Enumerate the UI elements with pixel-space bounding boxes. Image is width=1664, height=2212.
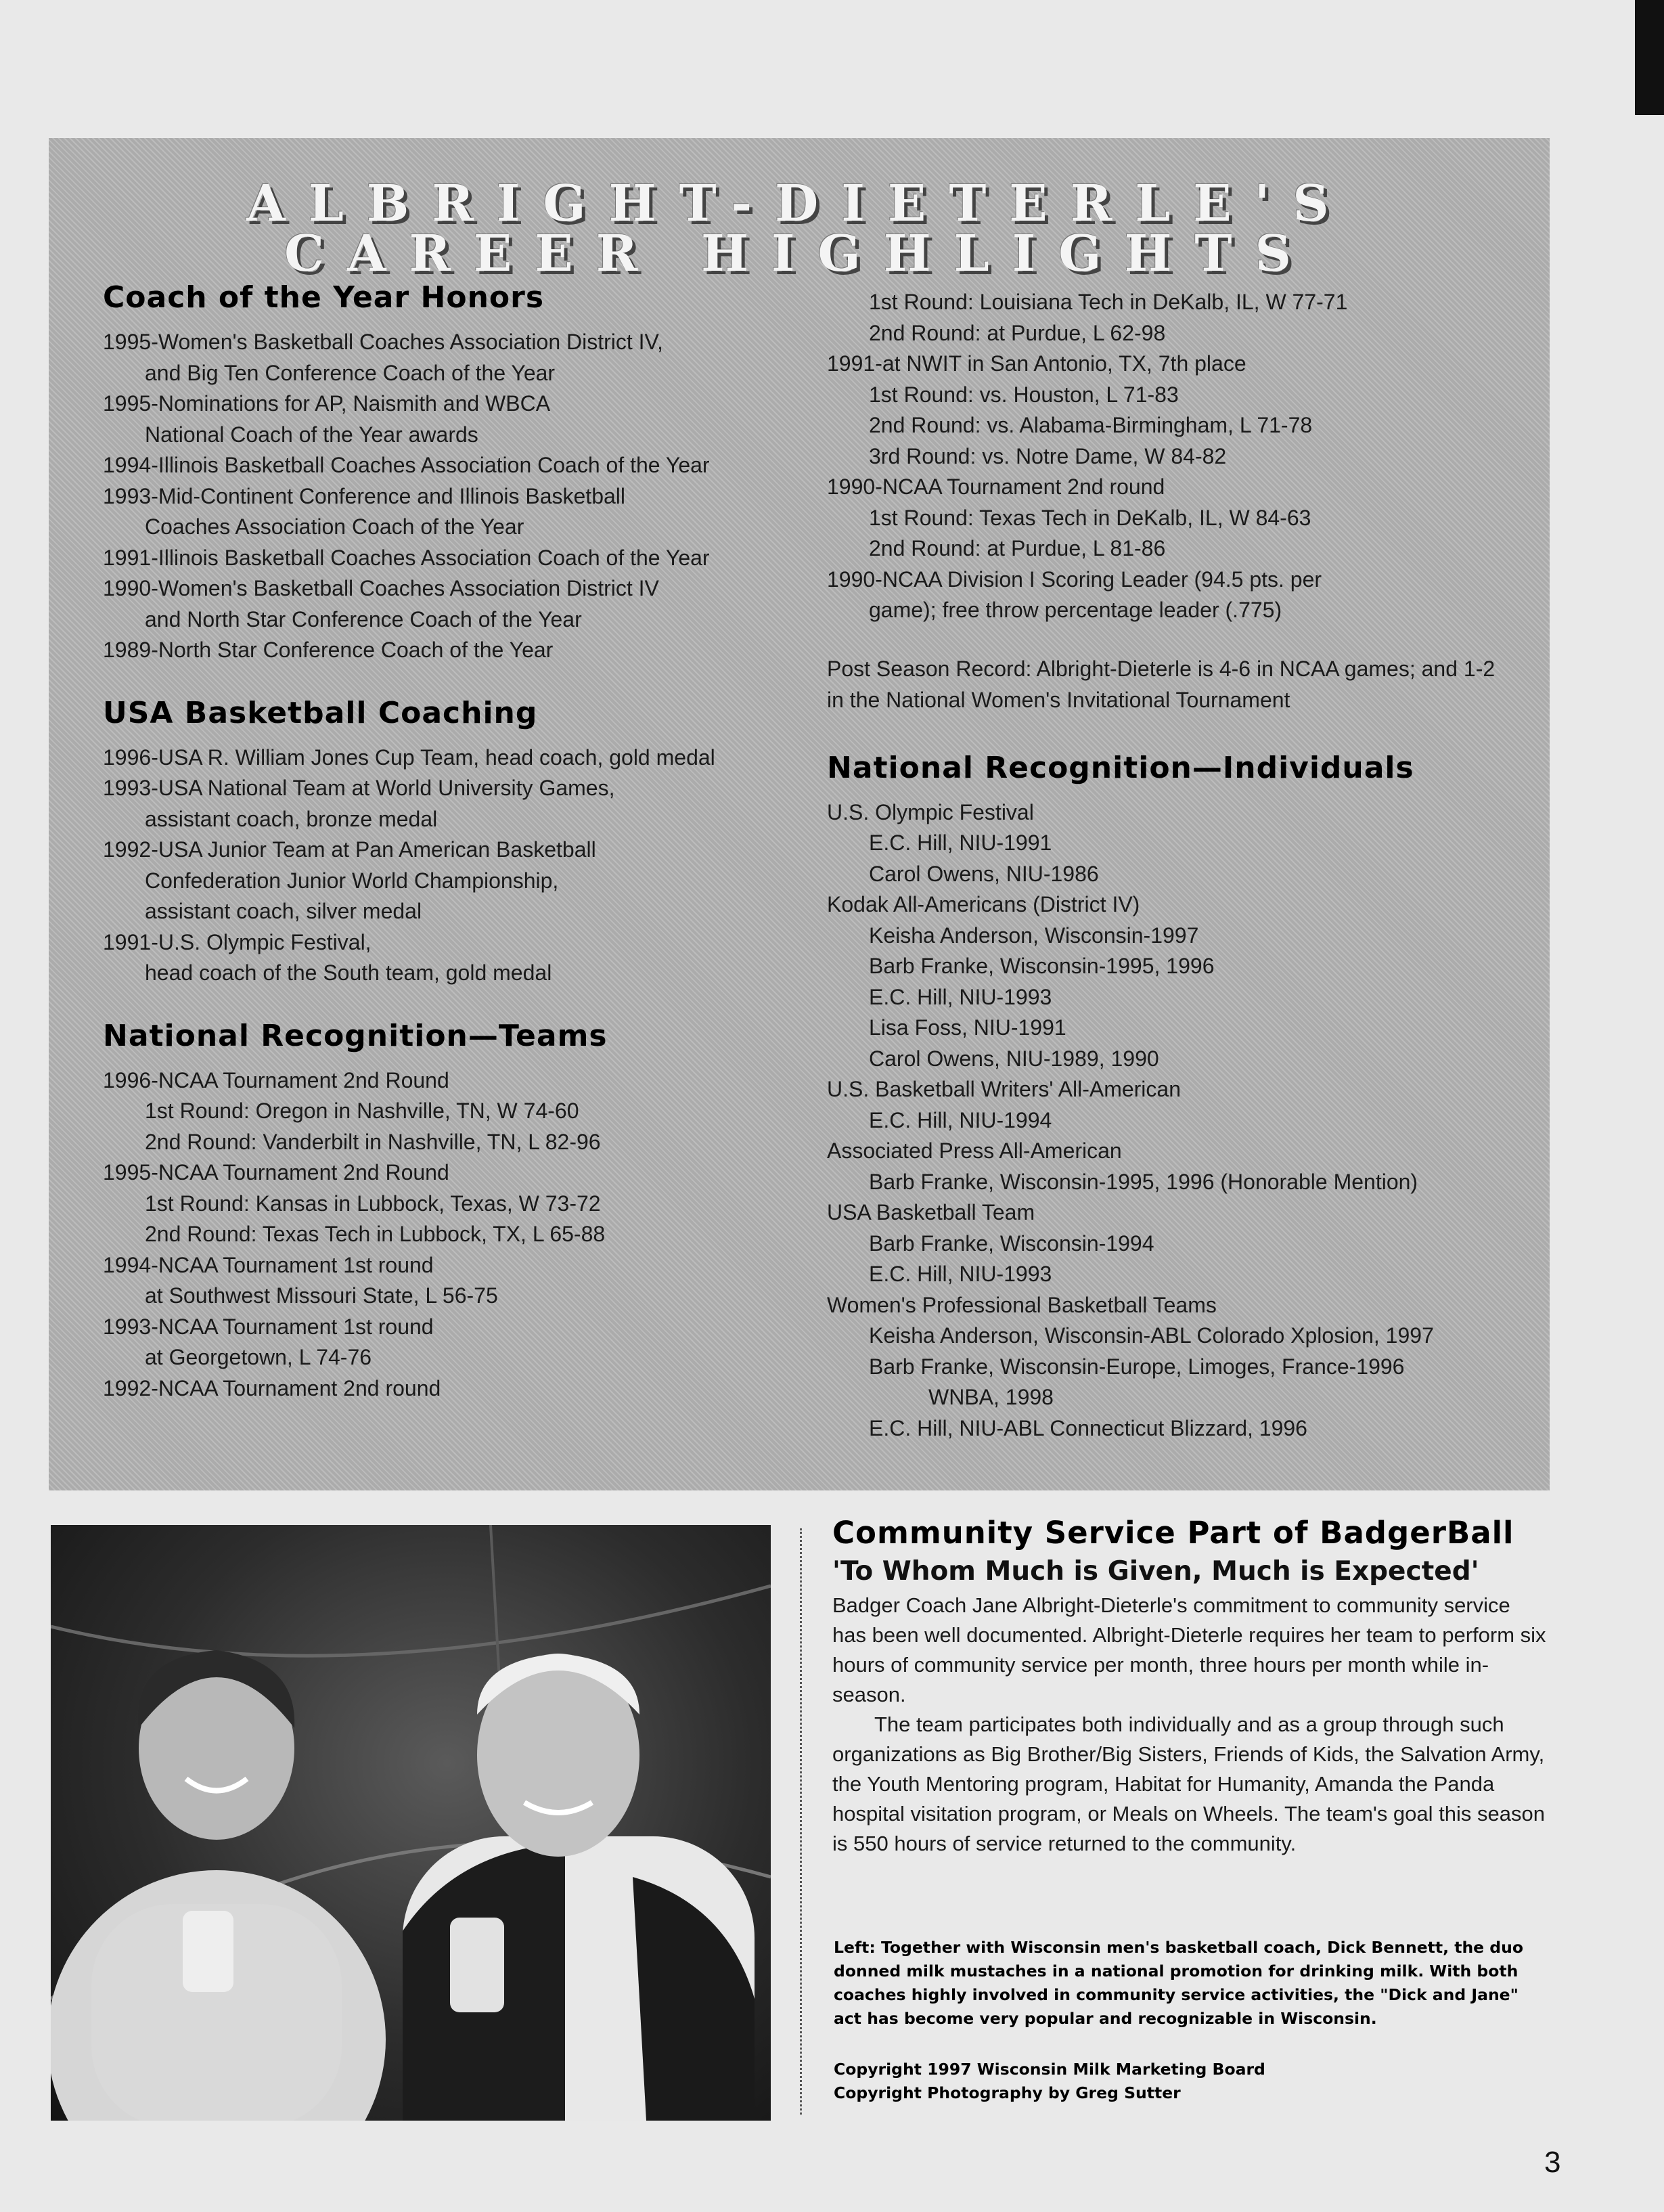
entry-line: 2nd Round: at Purdue, L 81-86	[869, 536, 1166, 560]
entry-line: 1st Round: vs. Houston, L 71-83	[869, 382, 1179, 407]
entry-line: head coach of the South team, gold medal	[145, 960, 552, 985]
entry-line: National Coach of the Year awards	[145, 422, 478, 447]
entry-line: E.C. Hill, NIU-ABL Connecticut Blizzard, 1996	[869, 1415, 1307, 1440]
entry-line: 1992-NCAA Tournament 2nd round	[103, 1375, 441, 1400]
entry-line: 1996-USA R. William Jones Cup Team, head coach, gold medal	[103, 745, 715, 770]
column-divider	[800, 1528, 802, 2115]
article-heading: Community Service Part of BadgerBall	[832, 1515, 1514, 1551]
coaches-photo	[51, 1525, 771, 2121]
post-season-record: Post Season Record: Albright-Dieterle is 4-6 in NCAA games; and 1-2 in the National Women's Invitational Tournament	[827, 656, 1496, 712]
right-column	[827, 287, 1537, 1474]
entry-line: Carol Owens, NIU-1989, 1990	[869, 1046, 1159, 1071]
entry-line: USA Basketball Team	[827, 1200, 1035, 1224]
entry-line: at Georgetown, L 74-76	[145, 1345, 372, 1369]
entry-list	[103, 743, 780, 989]
entry-line: Barb Franke, Wisconsin-Europe, Limoges, France-1996	[869, 1354, 1405, 1379]
entry-line: 2nd Round: vs. Alabama-Birmingham, L 71-78	[869, 413, 1313, 437]
entry-list	[827, 797, 1537, 1444]
entry-line: E.C. Hill, NIU-1993	[869, 984, 1052, 1009]
entry-line: E.C. Hill, NIU-1991	[869, 831, 1052, 855]
entry-line: 1990-Women's Basketball Coaches Association District IV	[103, 576, 659, 600]
entry-line: 1990-NCAA Division I Scoring Leader (94.5 pts. per	[827, 567, 1322, 592]
entry-line: Keisha Anderson, Wisconsin-ABL Colorado Xplosion, 1997	[869, 1323, 1434, 1348]
page-edge-tab	[1635, 0, 1664, 115]
entry-line: Keisha Anderson, Wisconsin-1997	[869, 923, 1199, 948]
entry-line: Coaches Association Coach of the Year	[145, 514, 524, 539]
entry-line: Barb Franke, Wisconsin-1994	[869, 1231, 1154, 1256]
entry-list	[103, 327, 780, 666]
entry-line: 1996-NCAA Tournament 2nd Round	[103, 1067, 449, 1092]
entry-line: assistant coach, bronze medal	[145, 806, 438, 831]
entry-line: Barb Franke, Wisconsin-1995, 1996 (Honorable Mention)	[869, 1169, 1418, 1194]
national-teams-section	[103, 1019, 780, 1404]
article-subheading: 'To Whom Much is Given, Much is Expected'	[832, 1556, 1479, 1587]
career-highlights-box	[49, 138, 1550, 1490]
entry-line: U.S. Olympic Festival	[827, 799, 1034, 824]
entry-line: 1993-Mid-Continent Conference and Illinois Basketball	[103, 483, 625, 508]
entry-line: Carol Owens, NIU-1986	[869, 861, 1099, 886]
entry-line: 1995-Nominations for AP, Naismith and WBCA	[103, 391, 551, 416]
entry-list	[103, 1065, 780, 1404]
section-heading: National Recognition—Teams	[103, 1018, 608, 1053]
entry-line: E.C. Hill, NIU-1994	[869, 1107, 1052, 1132]
entry-line: 1st Round: Kansas in Lubbock, Texas, W 73-72	[145, 1191, 601, 1216]
entry-line: 3rd Round: vs. Notre Dame, W 84-82	[869, 443, 1227, 468]
entry-line: assistant coach, silver medal	[145, 899, 422, 923]
national-individuals-section	[827, 751, 1537, 1444]
section-heading: Coach of the Year Honors	[103, 280, 545, 315]
box-title-line2: CAREER HIGHLIGHTS	[284, 225, 1314, 283]
entry-line: 1991-at NWIT in San Antonio, TX, 7th place	[827, 351, 1246, 376]
entry-line: Associated Press All-American	[827, 1138, 1122, 1163]
entry-line: 1st Round: Oregon in Nashville, TN, W 74-60	[145, 1099, 579, 1123]
entry-list	[827, 287, 1537, 626]
entry-line: 1990-NCAA Tournament 2nd round	[827, 474, 1165, 499]
entry-line: 1995-NCAA Tournament 2nd Round	[103, 1160, 449, 1185]
entry-line: game); free throw percentage leader (.775)	[869, 598, 1282, 622]
section-heading: USA Basketball Coaching	[103, 695, 538, 730]
page-number: 3	[1544, 2146, 1561, 2179]
entry-line: 1993-NCAA Tournament 1st round	[103, 1314, 434, 1339]
coaches-photo-illustration	[51, 1525, 771, 2121]
entry-line: Kodak All-Americans (District IV)	[827, 892, 1140, 916]
entry-line: U.S. Basketball Writers' All-American	[827, 1077, 1181, 1101]
left-column	[103, 280, 780, 1434]
entry-line: WNBA, 1998	[928, 1385, 1054, 1409]
entry-line: 1994-Illinois Basketball Coaches Association Coach of the Year	[103, 453, 710, 477]
community-service-article	[832, 1515, 1550, 1859]
entry-line: at Southwest Missouri State, L 56-75	[145, 1283, 498, 1308]
photo-caption: Left: Together with Wisconsin men's basketball coach, Dick Bennett, the duo donned milk mustaches in a national promotion for drinking milk. With both coaches highly involved in community service activities, the "Dick and Jane" act has become very popular and recognizable in Wisconsin.	[834, 1938, 1524, 2028]
coach-of-year-section	[103, 280, 780, 666]
entry-line: Confederation Junior World Championship,	[145, 868, 559, 893]
article-paragraph: The team participates both individually and as a group through such organizations as Big Brother/Big Sisters, Friends of Kids, the Salvation Army, the Youth Mentoring program, Habitat for Humanity, Amanda the Panda hospital visitation program, or Meals on Wheels. The team's goal this season is 550 hours of service returned to the community.	[832, 1712, 1545, 1855]
entry-line: 2nd Round: Vanderbilt in Nashville, TN, L 82-96	[145, 1129, 601, 1154]
box-title-line1: ALBRIGHT-DIETERLE'S	[246, 175, 1352, 233]
entry-line: 1st Round: Louisiana Tech in DeKalb, IL, W 77-71	[869, 290, 1348, 314]
entry-line: 1991-U.S. Olympic Festival,	[103, 929, 372, 954]
copyright-notice	[834, 2058, 1548, 2105]
entry-line: and Big Ten Conference Coach of the Year	[145, 360, 556, 385]
copyright-line: Copyright Photography by Greg Sutter	[834, 2083, 1181, 2102]
entry-line: 1992-USA Junior Team at Pan American Basketball	[103, 837, 596, 862]
entry-line: Women's Professional Basketball Teams	[827, 1292, 1217, 1317]
usa-basketball-section	[103, 696, 780, 989]
entry-line: 1st Round: Texas Tech in DeKalb, IL, W 84-63	[869, 505, 1311, 530]
entry-line: 2nd Round: Texas Tech in Lubbock, TX, L 65-88	[145, 1222, 606, 1246]
entry-line: 1993-USA National Team at World University Games,	[103, 776, 615, 800]
entry-line: 1995-Women's Basketball Coaches Association District IV,	[103, 330, 663, 354]
section-heading: National Recognition—Individuals	[827, 750, 1414, 785]
entry-line: Barb Franke, Wisconsin-1995, 1996	[869, 954, 1215, 978]
article-paragraph: Badger Coach Jane Albright-Dieterle's commitment to community service has been well documented. Albright-Dieterle requires her team to perform six hours of community service per month, three hours per month while in-season.	[832, 1593, 1546, 1706]
entry-line: E.C. Hill, NIU-1993	[869, 1262, 1052, 1286]
copyright-line: Copyright 1997 Wisconsin Milk Marketing Board	[834, 2060, 1265, 2079]
entry-line: 2nd Round: at Purdue, L 62-98	[869, 320, 1166, 345]
entry-line: 1991-Illinois Basketball Coaches Association Coach of the Year	[103, 545, 710, 570]
entry-line: 1989-North Star Conference Coach of the Year	[103, 638, 554, 662]
entry-line: 1994-NCAA Tournament 1st round	[103, 1252, 434, 1277]
entry-line: Lisa Foss, NIU-1991	[869, 1015, 1066, 1040]
entry-line: and North Star Conference Coach of the Year	[145, 606, 582, 632]
